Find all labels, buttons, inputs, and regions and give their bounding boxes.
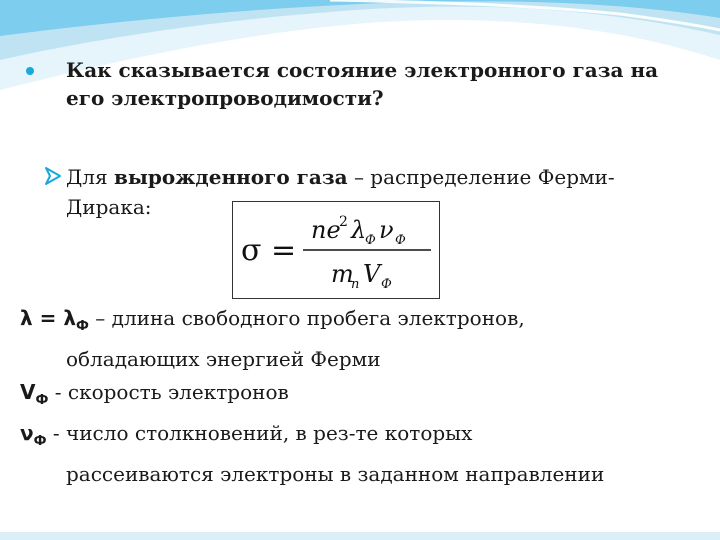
svg-text:п: п [351, 277, 360, 292]
footer-strip [0, 532, 720, 540]
conductivity-formula [232, 201, 440, 299]
definition-text: - число столкновений, в рез-те которых [52, 421, 473, 445]
definition-text: - скорость электронов [54, 380, 289, 404]
definition-symbol: λ = λ [20, 306, 76, 330]
definition-lambda-cont: обладающих энергией Ферми [66, 347, 381, 371]
svg-text:m: m [331, 260, 354, 288]
definition-velocity [20, 376, 700, 417]
definition-sub: Ф [35, 393, 49, 408]
definition-collisions-cont: рассеиваются электроны в заданном направлении [66, 462, 605, 486]
definition-lambda [20, 302, 700, 343]
svg-text:V: V [363, 260, 381, 288]
definition-collisions [20, 417, 700, 458]
formula-denominator [331, 260, 392, 292]
definition-text: – длина свободного пробега электронов, [95, 306, 525, 330]
svg-text:Ф: Ф [395, 233, 406, 248]
question-text: Как сказывается состояние электронного газа на его электропроводимости? [66, 58, 659, 110]
svg-text:ne: ne [311, 216, 341, 244]
definition-symbol: V [20, 380, 36, 404]
svg-text:2: 2 [339, 214, 348, 230]
bullet-dot-icon [26, 67, 34, 75]
definitions-list [20, 302, 700, 491]
point-suffix: – распределение Ферми-Дирака: [66, 165, 615, 219]
definition-symbol: ν [20, 421, 34, 445]
svg-text:ν: ν [379, 216, 394, 244]
arrow-bullet-icon [44, 166, 64, 186]
formula-lhs: σ = [241, 233, 297, 268]
point-bold: вырожденного газа [113, 165, 348, 189]
formula-numerator [311, 214, 406, 248]
definition-sub: Ф [76, 319, 89, 334]
svg-text:Ф: Ф [365, 233, 376, 248]
svg-text:Ф: Ф [381, 277, 392, 292]
svg-text:λ: λ [351, 216, 367, 244]
definition-sub: Ф [33, 434, 47, 449]
point-prefix: Для [66, 165, 108, 189]
